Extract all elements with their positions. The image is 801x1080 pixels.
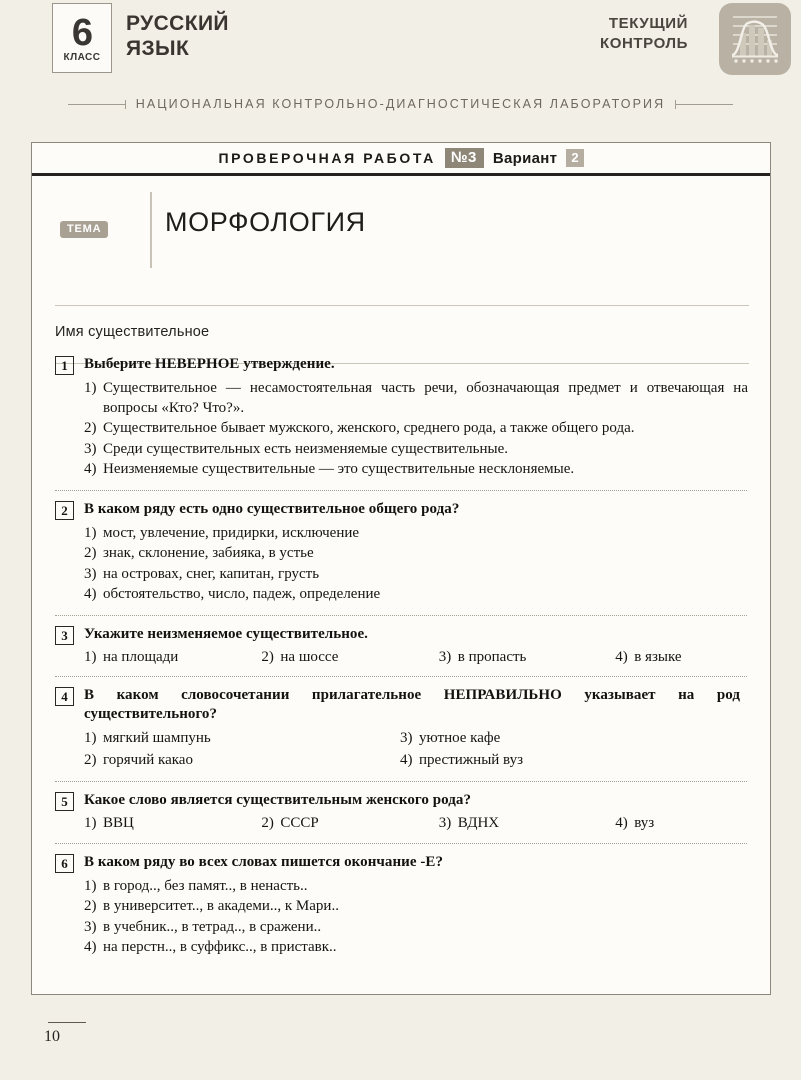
option-text: в пропасть <box>457 648 527 665</box>
option-marker: 1) <box>84 730 97 746</box>
option-marker: 2) <box>261 648 274 665</box>
option-text: на островах, снег, капитан, грусть <box>103 565 320 582</box>
option-row[interactable] <box>615 648 748 668</box>
work-banner-title: ПРОВЕРОЧНАЯ РАБОТА <box>218 150 436 166</box>
option-row[interactable] <box>84 585 748 605</box>
question-options <box>84 877 748 958</box>
question-number: 3 <box>55 626 74 645</box>
option-row[interactable] <box>84 729 400 749</box>
option-row[interactable] <box>84 877 748 897</box>
theme-badge: ТЕМА <box>60 221 108 238</box>
option-marker: 4) <box>615 815 628 831</box>
theme-rule <box>55 305 749 306</box>
option-text: Существительное — несамостоятельная часть речи, обозначающая предмет и отвечающая на вопросы «Кто? Что?». <box>103 380 748 416</box>
question-options <box>84 814 748 834</box>
question-number: 2 <box>55 501 74 520</box>
option-row[interactable] <box>84 918 748 938</box>
question-item[interactable] <box>32 346 770 490</box>
option-text: ВДНХ <box>457 815 500 831</box>
question-item[interactable] <box>32 491 770 615</box>
questions-list <box>32 346 770 968</box>
question-prompt: В каком словосочетании прилагательное НЕПРАВИЛЬНО указывает на род существительного? <box>84 687 740 722</box>
option-marker: 1) <box>84 648 97 665</box>
section-subtitle: Имя существительное <box>55 324 210 340</box>
option-marker: 1) <box>84 877 97 894</box>
option-marker: 2) <box>84 545 97 561</box>
option-text: уютное кафе <box>419 730 501 746</box>
laboratory-banner <box>0 93 801 115</box>
option-row[interactable] <box>615 814 748 834</box>
question-item[interactable] <box>32 782 770 843</box>
question-header <box>55 791 748 811</box>
question-prompt: Укажите неизменяемое существительное. <box>84 625 368 642</box>
work-frame <box>31 142 771 995</box>
option-marker: 2) <box>261 815 274 831</box>
grade-box <box>52 3 112 73</box>
option-marker: 1) <box>84 380 97 396</box>
option-marker: 3) <box>84 918 97 935</box>
question-number: 1 <box>55 356 74 375</box>
option-marker: 4) <box>84 461 97 477</box>
question-options <box>84 729 748 772</box>
subject-title-line2: ЯЗЫК <box>126 37 190 60</box>
option-marker: 2) <box>84 898 97 914</box>
page-footer <box>31 1022 151 1046</box>
question-prompt: Какое слово является существительным женского рода? <box>84 792 472 808</box>
question-options <box>84 379 748 480</box>
question-item[interactable] <box>32 844 770 968</box>
option-text: ВВЦ <box>103 815 134 831</box>
grade-label: КЛАСС <box>63 51 101 63</box>
option-marker: 2) <box>84 420 97 436</box>
question-number: 5 <box>55 792 74 811</box>
option-text: Существительное бывает мужского, женского, среднего рода, а также общего рода. <box>103 420 635 436</box>
control-type-title <box>600 14 688 54</box>
question-prompt: В каком ряду есть одно существительное общего рода? <box>84 500 460 517</box>
option-marker: 4) <box>615 648 628 665</box>
page-header <box>0 0 801 88</box>
question-header <box>55 853 748 873</box>
page-number-rule <box>48 1022 86 1023</box>
option-row[interactable] <box>84 440 748 460</box>
work-number-badge: №3 <box>445 148 484 168</box>
option-row[interactable] <box>400 751 716 771</box>
option-row[interactable] <box>84 814 261 834</box>
question-number: 6 <box>55 854 74 873</box>
laboratory-name: НАЦИОНАЛЬНАЯ КОНТРОЛЬНО-ДИАГНОСТИЧЕСКАЯ ЛАБОРАТОРИЯ <box>135 97 666 111</box>
work-banner <box>32 143 770 176</box>
question-options <box>84 648 748 668</box>
question-header <box>55 355 748 375</box>
control-type-line1: ТЕКУЩИЙ <box>608 15 688 32</box>
subject-title <box>126 11 229 61</box>
option-marker: 2) <box>84 751 97 768</box>
option-text: мягкий шампунь <box>103 730 211 746</box>
option-row[interactable] <box>261 814 438 834</box>
question-options <box>84 524 748 605</box>
option-text: на площади <box>103 648 179 665</box>
question-header <box>55 500 748 520</box>
option-text: вуз <box>634 815 655 831</box>
option-row[interactable] <box>84 938 748 958</box>
option-text: в университет.., в академи.., к Мари.. <box>103 898 339 914</box>
question-header <box>55 686 748 724</box>
option-row[interactable] <box>84 544 748 564</box>
page-number: 10 <box>44 1028 60 1045</box>
option-text: на перстн.., в суффикс.., в приставк.. <box>103 939 337 955</box>
lab-rule-right <box>675 104 733 105</box>
option-row[interactable] <box>84 379 748 418</box>
option-text: знак, склонение, забияка, в устье <box>103 545 314 561</box>
option-text: в языке <box>634 648 682 665</box>
option-marker: 4) <box>84 939 97 955</box>
question-item[interactable] <box>32 677 770 781</box>
bell-curve-histogram-icon <box>719 3 791 75</box>
option-marker: 3) <box>84 440 97 457</box>
option-marker: 4) <box>84 586 97 602</box>
question-item[interactable] <box>32 616 770 677</box>
theme-name: МОРФОЛОГИЯ <box>165 207 366 237</box>
option-row[interactable] <box>439 814 615 834</box>
option-marker: 3) <box>400 730 413 746</box>
options-column-left <box>84 729 400 772</box>
option-text: Среди существительных есть неизменяемые существительные. <box>103 440 509 457</box>
option-row[interactable] <box>439 648 615 668</box>
option-marker: 1) <box>84 524 97 541</box>
option-text: мост, увлечение, придирки, исключение <box>103 524 360 541</box>
option-text: СССР <box>280 815 319 831</box>
control-type-line2: КОНТРОЛЬ <box>599 35 688 52</box>
lab-rule-left <box>68 104 126 105</box>
option-marker: 3) <box>438 648 452 665</box>
options-column-right <box>400 729 716 772</box>
option-row[interactable] <box>84 460 748 480</box>
grade-number: 6 <box>71 11 93 54</box>
theme-divider <box>150 192 152 268</box>
option-text: на шоссе <box>280 648 339 665</box>
option-marker: 1) <box>84 815 97 831</box>
option-row[interactable] <box>261 648 438 668</box>
subject-title-line1: РУССКИЙ <box>126 12 229 35</box>
option-row[interactable] <box>400 729 716 749</box>
option-row[interactable] <box>84 648 261 668</box>
option-row[interactable] <box>84 524 748 544</box>
option-text: обстоятельство, число, падеж, определение <box>103 586 381 602</box>
option-text: в город.., без памят.., в ненасть.. <box>103 877 308 894</box>
theme-row <box>32 176 770 340</box>
option-text: в учебник.., в тетрад.., в сражени.. <box>103 918 322 935</box>
option-row[interactable] <box>84 897 748 917</box>
option-text: горячий какао <box>103 751 193 768</box>
option-marker: 3) <box>84 565 97 582</box>
question-prompt: Выберите НЕВЕРНОЕ утверждение. <box>84 356 335 372</box>
option-row[interactable] <box>84 565 748 585</box>
option-marker: 4) <box>400 751 413 768</box>
question-prompt: В каком ряду во всех словах пишется окончание -Е? <box>84 853 443 870</box>
variant-label: Вариант <box>492 149 558 167</box>
option-text: Неизменяемые существительные — это существительные несклоняемые. <box>103 461 575 477</box>
option-marker: 3) <box>438 815 452 831</box>
question-header <box>55 625 748 645</box>
variant-number-badge: 2 <box>566 149 583 167</box>
option-row[interactable] <box>84 419 748 439</box>
question-number: 4 <box>55 687 74 706</box>
option-row[interactable] <box>84 751 400 771</box>
option-text: престижный вуз <box>419 751 524 768</box>
